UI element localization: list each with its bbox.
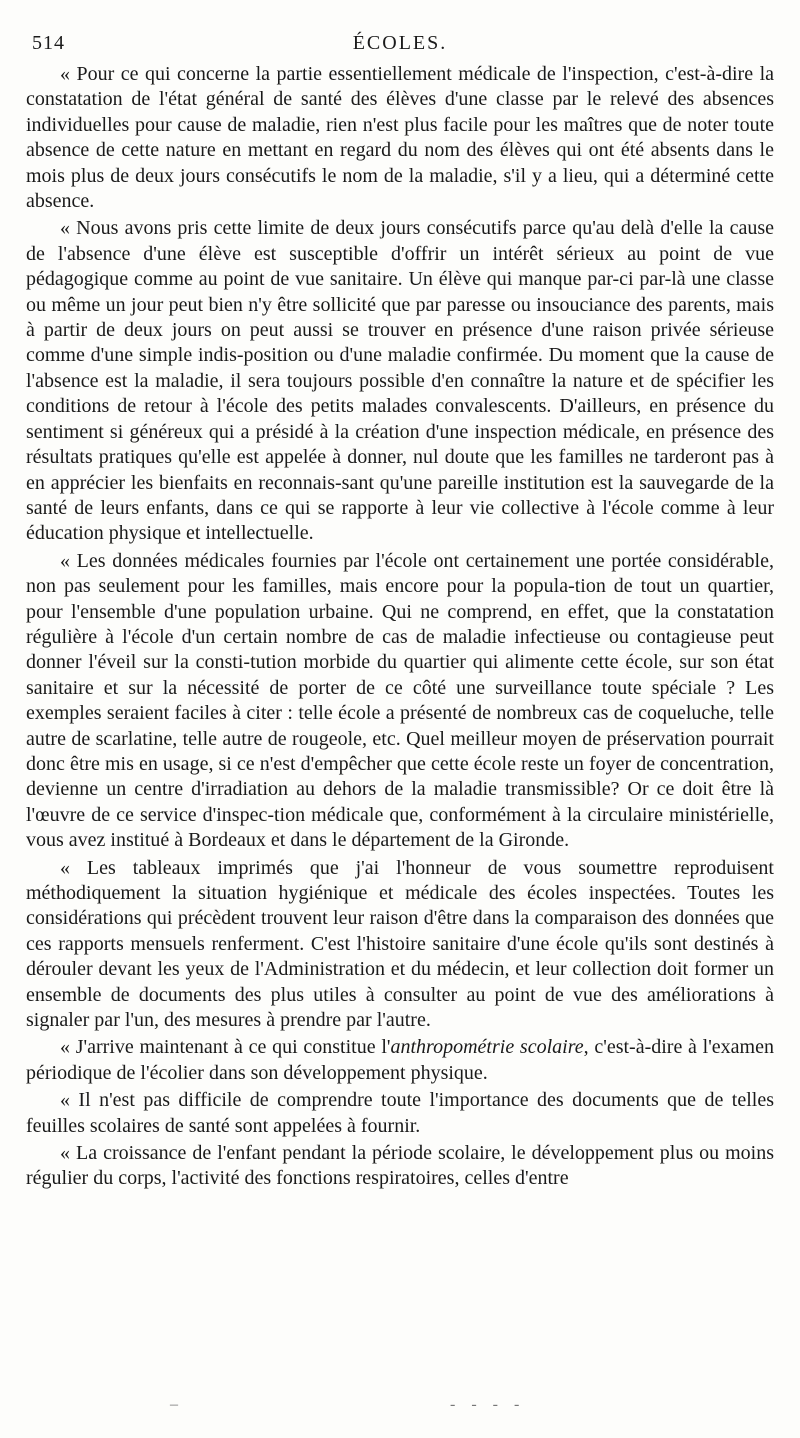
paragraph-donnees-medicales: « Les données médicales fournies par l'école ont certainement une portée considérable, non pas seulement pour les familles, mais encore pour la popula-tion de tout un quartier, pour l'ensemble d'une population urbaine. Qui ne comprend, en effet, que la constatation régulière à l'école d'un certain nombre de cas de maladie infectieuse ou contagieuse peut donner l'éveil sur la consti-tution morbide du quartier qui alimente cette école, sur son état sanitaire et sur la nécessité de porter de ce côté une surveillance toute spéciale ? Les exemples seraient faciles à citer : telle école a présenté de nombreux cas de coqueluche, telle autre de scarlatine, telle autre de rougeole, etc. Quel meilleur moyen de préservation pourrait donc être mis en usage, si ce n'est d'empêcher que cette école reste un foyer de concentration, devienne un centre d'irradiation au dehors de la maladie transmissible? Or ce doit être là l'œuvre de ce service d'inspec-tion médicale que, conformément à la circulaire ministérielle, vous avez institué à Bordeaux et dans le département de la Gironde. xyxy=(26,549,774,852)
paragraph-anthropometrie-end: , c'est-à-dire à l'examen périodique de l'écolier dans son développement physique. xyxy=(26,1036,774,1084)
print-mark: – xyxy=(170,1396,184,1413)
term-anthropometrie-scolaire: anthropométrie scolaire xyxy=(390,1036,584,1059)
document-page xyxy=(26,22,774,1194)
paragraph-limite-deux-jours: « Nous avons pris cette limite de deux jours consécutifs parce qu'au delà d'elle la cause de l'absence d'une élève est susceptible d'offrir un intérêt sérieux au point de vue pédagogique comme au point de vue sanitaire. Un élève qui manque par-ci par-là une classe ou même un jour peut bien n'y être sollicité que par paresse ou insouciance des parents, mais à partir de deux jours on peut aussi se trouver en présence d'une raison privée sérieuse comme d'une simple indis-position ou d'une maladie confirmée. Du moment que la cause de l'absence est la maladie, il sera toujours possible d'en connaître la nature et de spécifier les conditions de retour à l'école des petits malades convalescents. D'ailleurs, en présence du sentiment si généreux qui a présidé à la création d'une inspection médicale, en présence des résultats pratiques qu'elle est appelée à donner, nul doute que les familles ne tarderont pas à en apprécier les bienfaits en reconnais-sant qu'une pareille institution est la sauvegarde de la santé de leurs enfants, dans ce qui se rapporte à leur vie collective à l'école comme à leur éducation physique et intellectuelle. xyxy=(26,217,774,545)
paragraph-inspection-medicale: « Pour ce qui concerne la partie essentiellement médicale de l'inspection, c'est-à-dire la constatation de l'état général de santé des élèves d'une classe par le relevé des absences individuelles pour cause de maladie, rien n'est plus facile pour les maîtres que de noter toute absence de cette nature en mettant en regard du nom des élèves qui ont été absents dans le mois plus de deux jours consécutifs le nom de la maladie, s'il y a lieu, qui a déterminé cette absence. xyxy=(26,63,774,213)
paragraph-anthropometrie xyxy=(26,1035,774,1086)
paragraph-anthropometrie-start: « J'arrive maintenant à ce qui constitue l' xyxy=(60,1036,391,1059)
footer-print-marks xyxy=(0,1396,800,1416)
print-mark: - - - - xyxy=(450,1396,526,1413)
page-title: ÉCOLES. xyxy=(352,32,448,54)
body-text xyxy=(26,62,774,1192)
paragraph-croissance: « La croissance de l'enfant pendant la période scolaire, le développement plus ou moins régulier du corps, l'activité des fonctions respiratoires, celles d'entre xyxy=(26,1142,774,1190)
paragraph-feuilles-scolaires: « Il n'est pas difficile de comprendre toute l'importance des documents que de telles feuilles scolaires de santé sont appelées à fournir. xyxy=(26,1089,774,1137)
paragraph-tableaux-imprimes: « Les tableaux imprimés que j'ai l'honneur de vous soumettre reproduisent méthodiquement la situation hygiénique et médicale des écoles inspectées. Toutes les considérations qui précèdent trouvent leur raison d'être dans la comparaison des données que ces rapports mensuels renferment. C'est l'histoire sanitaire d'une école qu'ils sont destinés à dérouler devant les yeux de l'Administration et du médecin, et leur collection doit former un ensemble de documents des plus utiles à consulter au point de vue des améliorations à signaler par l'un, des mesures à prendre par l'autre. xyxy=(26,856,774,1032)
page-number: 514 xyxy=(32,32,65,54)
running-head xyxy=(26,22,774,58)
